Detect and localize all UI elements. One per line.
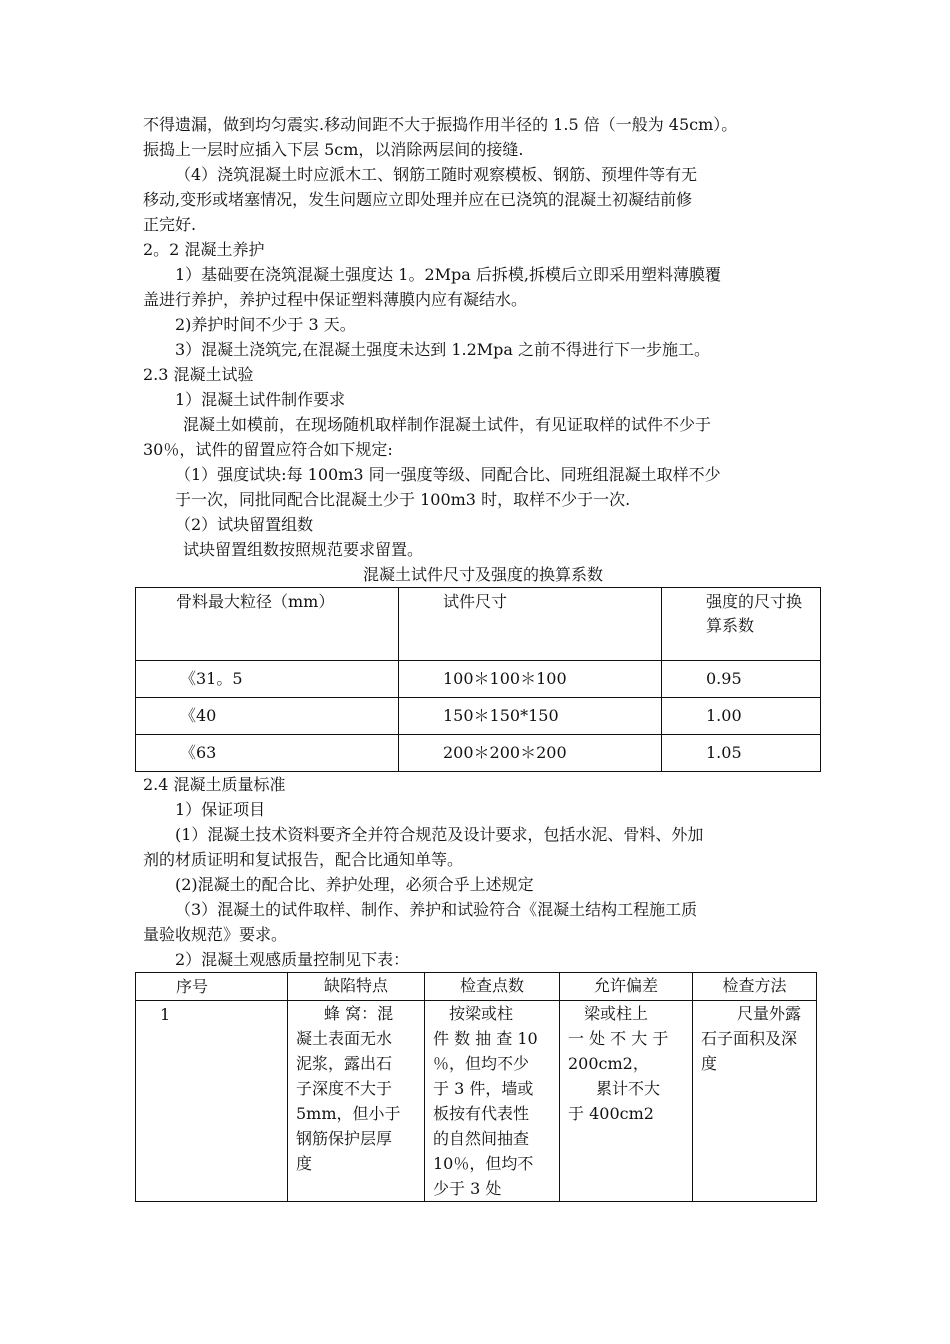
table-header-cell: 检查点数 xyxy=(425,973,560,1001)
text-line: 2)养护时间不少于 3 天。 xyxy=(175,315,356,334)
section-heading: 2.3 混凝土试验 xyxy=(143,365,254,384)
table-header-cell: 序号 xyxy=(136,973,288,1001)
text-line: (2)混凝土的配合比、养护处理，必须合乎上述规定 xyxy=(175,875,534,894)
visual-quality-table xyxy=(135,972,817,1202)
table-cell: 200＊200＊200 xyxy=(399,735,662,772)
table-header-row xyxy=(136,973,817,1001)
text-line: （3）混凝土的试件取样、制作、养护和试验符合《混凝土结构工程施工质 xyxy=(175,900,698,919)
text-line: （4）浇筑混凝土时应派木工、钢筋工随时观察模板、钢筋、预埋件等有无 xyxy=(175,165,698,184)
cell-line: 钢筋保护层厚 xyxy=(296,1129,393,1148)
cell-line: 凝土表面无水 xyxy=(296,1029,393,1048)
table-cell: 《31。5 xyxy=(136,661,399,698)
cell-line: 少于 3 处 xyxy=(433,1179,502,1198)
text-line: 正完好. xyxy=(143,215,197,234)
table-header-cell: 骨料最大粒径（mm） xyxy=(136,588,399,661)
cell-line: 一 处 不 大 于 xyxy=(568,1029,669,1048)
cell-line: 板按有代表性 xyxy=(433,1104,530,1123)
text-line: (1）混凝土技术资料要齐全并符合规范及设计要求，包括水泥、骨料、外加 xyxy=(175,825,704,844)
text-line: 1）保证项目 xyxy=(175,800,266,819)
table-cell: 0.95 xyxy=(662,661,821,698)
text-line: 2）混凝土观感质量控制见下表： xyxy=(175,950,410,969)
text-line: 移动,变形或堵塞情况，发生问题应立即处理并应在已浇筑的混凝土初凝结前修 xyxy=(143,190,693,209)
table-header-cell: 检查方法 xyxy=(693,973,817,1001)
table-header-row xyxy=(136,588,821,661)
cell-line: 泥浆，露出石 xyxy=(296,1054,393,1073)
cell-line: ％，但均不少 xyxy=(433,1054,530,1073)
table-cell: 《40 xyxy=(136,698,399,735)
table-row xyxy=(136,698,821,735)
text-line: （2）试块留置组数 xyxy=(175,515,314,534)
table-cell-number: 1 xyxy=(136,1001,288,1202)
table-cell-tolerance xyxy=(560,1001,693,1202)
text-line: 剂的材质证明和复试报告，配合比通知单等。 xyxy=(143,850,464,869)
text-line: 不得遗漏，做到均匀震实.移动间距不大于振捣作用半径的 1.5 倍（一般为 45cm）。 xyxy=(143,115,738,134)
table-cell: 100＊100＊100 xyxy=(399,661,662,698)
table-caption: 混凝土试件尺寸及强度的换算系数 xyxy=(362,565,603,584)
cell-line: 于 400cm2 xyxy=(568,1104,654,1123)
table-row xyxy=(136,1001,817,1202)
cell-line: 的自然间抽查 xyxy=(433,1129,530,1148)
table-cell-defect xyxy=(288,1001,425,1202)
table-row xyxy=(136,735,821,772)
section-heading: 2.4 混凝土质量标准 xyxy=(143,775,286,794)
text-line: 1）混凝土试件制作要求 xyxy=(175,390,346,409)
conversion-factor-table xyxy=(135,587,821,772)
text-line: 量验收规范》要求。 xyxy=(143,925,288,944)
section-heading: 2。2 混凝土养护 xyxy=(143,240,265,259)
cell-line: 10％，但均不 xyxy=(433,1154,534,1173)
table-header-cell: 允许偏差 xyxy=(560,973,693,1001)
table-cell-method xyxy=(693,1001,817,1202)
text-line: 盖进行养护，养护过程中保证塑料薄膜内应有凝结水。 xyxy=(143,290,528,309)
text-line: 3）混凝土浇筑完,在混凝土强度未达到 1.2Mpa 之前不得进行下一步施工。 xyxy=(175,340,711,359)
table-cell: 1.05 xyxy=(662,735,821,772)
text-line: 混凝土如模前，在现场随机取样制作混凝土试件，有见证取样的试件不少于 xyxy=(183,415,712,434)
table-cell-points xyxy=(425,1001,560,1202)
text-line: 30％，试件的留置应符合如下规定: xyxy=(143,440,393,459)
cell-line: 尺量外露 xyxy=(737,1004,802,1023)
table-row xyxy=(136,661,821,698)
text-line: 试块留置组数按照规范要求留置。 xyxy=(183,540,424,559)
cell-line: 梁或柱上 xyxy=(584,1004,649,1023)
text-line: 振捣上一层时应插入下层 5cm，以消除两层间的接缝. xyxy=(143,140,524,159)
table-cell: 1.00 xyxy=(662,698,821,735)
table-cell: 《63 xyxy=(136,735,399,772)
cell-line: 累计不大 xyxy=(596,1079,661,1098)
table-header-cell: 试件尺寸 xyxy=(399,588,662,661)
text-line: 于一次，同批同配合比混凝土少于 100m3 时，取样不少于一次. xyxy=(175,490,631,509)
cell-line: 5mm，但小于 xyxy=(296,1104,401,1123)
cell-line: 按梁或柱 xyxy=(449,1004,514,1023)
cell-line: 件 数 抽 查 10 xyxy=(433,1029,538,1048)
text-line: （1）强度试块:每 100m3 同一强度等级、同配合比、同班组混凝土取样不少 xyxy=(175,465,721,484)
cell-line: 于 3 件，墙或 xyxy=(433,1079,534,1098)
cell-line: 蜂 窝：混 xyxy=(324,1004,394,1023)
text-line: 1）基础要在浇筑混凝土强度达 1。2Mpa 后拆模,拆模后立即采用塑料薄膜覆 xyxy=(175,265,721,284)
table-header-cell: 缺陷特点 xyxy=(288,973,425,1001)
cell-line: 度 xyxy=(701,1054,718,1073)
cell-line: 石子面积及深 xyxy=(701,1029,798,1048)
cell-line: 200cm2， xyxy=(568,1054,649,1073)
cell-line: 度 xyxy=(296,1154,313,1173)
document-page xyxy=(143,112,823,1202)
table-cell: 150＊150*150 xyxy=(399,698,662,735)
cell-line: 子深度不大于 xyxy=(296,1079,393,1098)
table-header-cell: 强度的尺寸换算系数 xyxy=(662,588,821,661)
